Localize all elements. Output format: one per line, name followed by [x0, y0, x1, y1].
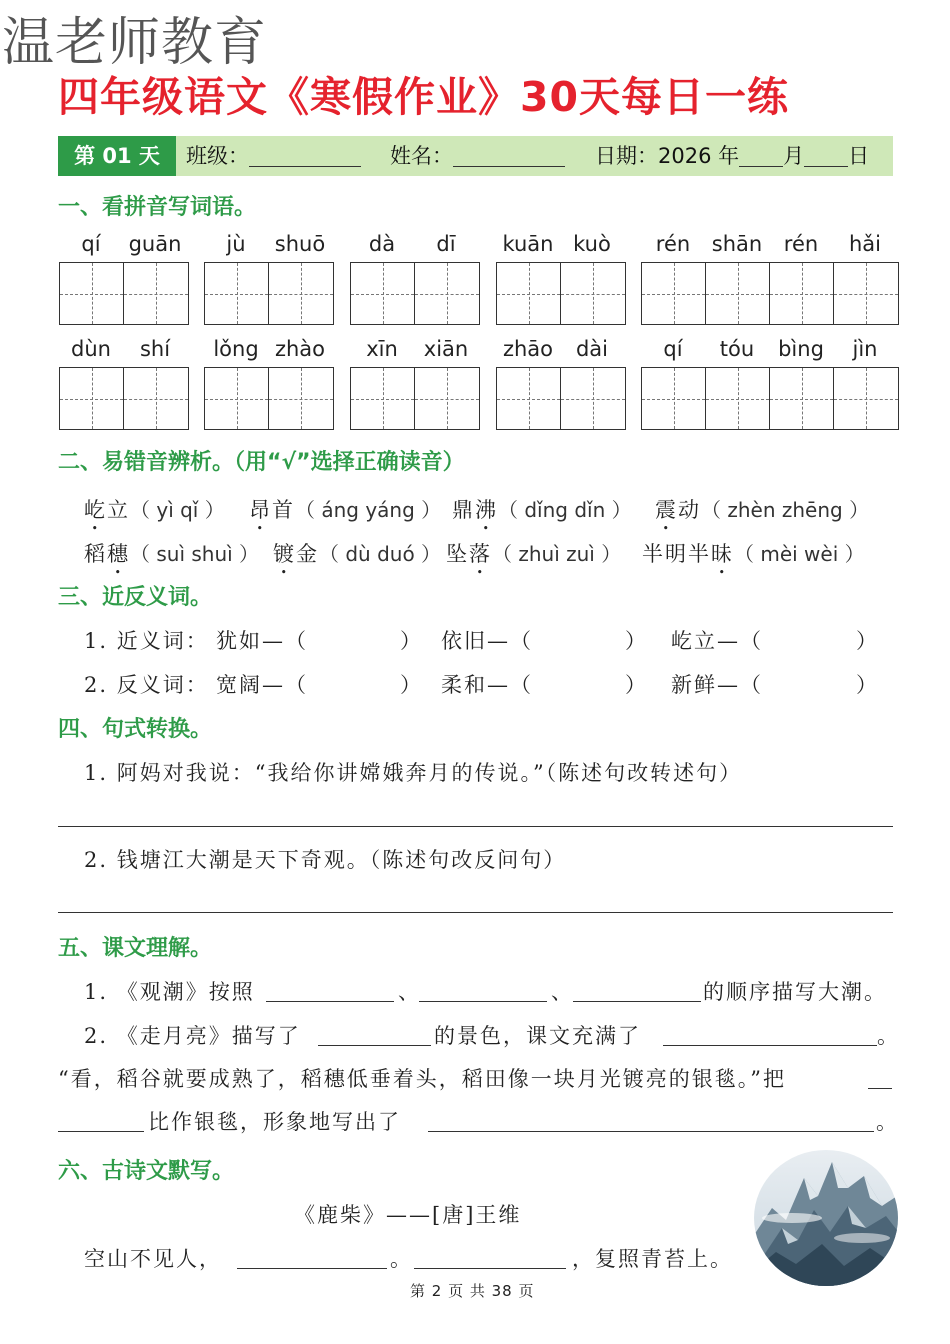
pinyin-label: qí	[81, 232, 101, 256]
grid-cell[interactable]	[415, 263, 479, 324]
antonym-item: 宽阔—（	[216, 673, 308, 697]
class-label: 班级：	[186, 144, 249, 168]
grid-cell[interactable]	[351, 263, 415, 324]
section-2-title: 二、易错音辨析。（用“√”选择正确读音）	[58, 450, 465, 475]
pron-item: 昂首（ áng yáng ）	[249, 498, 442, 522]
pinyin-label: kuān	[502, 232, 554, 256]
day-label: 日	[848, 144, 870, 168]
grid-cell[interactable]	[561, 263, 625, 324]
q3-text: “看，稻谷就要成熟了，稻穗低垂着头，稻田像一块月光镀亮的银毯。”把	[58, 1067, 786, 1091]
answer-blank[interactable]	[58, 1131, 144, 1132]
month-blank[interactable]	[739, 140, 783, 167]
grid-cell[interactable]	[497, 263, 561, 324]
grid-cell[interactable]	[642, 263, 706, 324]
grid-cell[interactable]	[642, 368, 706, 429]
writing-grid[interactable]	[59, 262, 189, 325]
paren-close: ）	[856, 629, 879, 653]
synonym-item: 犹如—（	[216, 629, 308, 653]
pinyin-label: dà	[368, 232, 396, 256]
pinyin-label: xiān	[423, 337, 469, 361]
grid-cell[interactable]	[351, 368, 415, 429]
date-label: 日期：2026 年	[595, 144, 740, 168]
pron-item: 镀金（ dù duó ）	[273, 542, 442, 566]
pron-item: 坠落（ zhuì zuì ）	[446, 542, 622, 566]
pinyin-group	[641, 337, 897, 361]
grid-cell[interactable]	[60, 368, 124, 429]
q3-mid: 比作银毯，形象地写出了	[148, 1110, 401, 1134]
answer-blank[interactable]	[573, 1001, 701, 1002]
answer-blank[interactable]	[428, 1131, 874, 1132]
writing-grid[interactable]	[204, 262, 334, 325]
answer-line[interactable]	[58, 826, 893, 827]
pinyin-label: zhào	[274, 337, 326, 361]
grid-cell[interactable]	[834, 368, 898, 429]
pinyin-group	[350, 337, 478, 361]
date-field	[595, 136, 869, 176]
poem-title: 《鹿柴》——[唐]王维	[294, 1203, 522, 1227]
section-4-title: 四、句式转换。	[58, 717, 213, 742]
q3-tail: 。	[876, 1110, 899, 1134]
grid-cell[interactable]	[205, 368, 269, 429]
pinyin-group	[641, 232, 897, 256]
pinyin-label: rén	[783, 232, 819, 256]
answer-blank[interactable]	[266, 1001, 394, 1002]
grid-cell[interactable]	[770, 368, 834, 429]
writing-grid[interactable]	[496, 367, 626, 430]
grid-cell[interactable]	[269, 263, 333, 324]
pinyin-label: guān	[128, 232, 182, 256]
answer-blank[interactable]	[237, 1268, 387, 1269]
section-6-title: 六、古诗文默写。	[58, 1159, 235, 1184]
grid-cell[interactable]	[269, 368, 333, 429]
name-field	[390, 136, 565, 176]
question-1: 1. 阿妈对我说：“我给你讲嫦娥奔月的传说。”（陈述句改转述句）	[84, 761, 743, 785]
q1-sep: 、	[551, 980, 574, 1004]
writing-grid[interactable]	[350, 367, 480, 430]
class-field	[186, 136, 361, 176]
grid-cell[interactable]	[60, 263, 124, 324]
question-2: 2. 钱塘江大潮是天下奇观。（陈述句改反问句）	[84, 848, 567, 872]
pinyin-label: xīn	[366, 337, 398, 361]
pron-item: 稻穗（ suì shuì ）	[84, 542, 260, 566]
pinyin-label: jù	[226, 232, 246, 256]
day-blank[interactable]	[804, 140, 848, 167]
answer-blank[interactable]	[414, 1268, 566, 1269]
q1-tail: 的顺序描写大潮。	[703, 980, 887, 1004]
answer-blank[interactable]	[419, 1001, 547, 1002]
pron-item: 屹立（ yì qǐ ）	[84, 498, 225, 522]
grid-cell[interactable]	[834, 263, 898, 324]
pinyin-label: shí	[139, 337, 171, 361]
pinyin-label: dùn	[71, 337, 111, 361]
pron-item: 半明半昧（ mèi wèi ）	[642, 542, 865, 566]
name-blank[interactable]	[453, 140, 565, 167]
pinyin-group	[496, 337, 624, 361]
pron-item: 震动（ zhèn zhēng ）	[655, 498, 870, 522]
pinyin-label: kuò	[573, 232, 611, 256]
name-label: 姓名：	[390, 144, 453, 168]
class-blank[interactable]	[249, 140, 361, 167]
synonym-item: 依旧—（	[441, 629, 533, 653]
q2-tail: 。	[877, 1024, 900, 1048]
grid-cell[interactable]	[561, 368, 625, 429]
pinyin-label: jìn	[852, 337, 878, 361]
writing-grid[interactable]	[204, 367, 334, 430]
paren-close: ）	[856, 673, 879, 697]
answer-blank[interactable]	[318, 1045, 431, 1046]
pinyin-label: dī	[436, 232, 456, 256]
grid-cell[interactable]	[415, 368, 479, 429]
poem-sep: 。	[390, 1247, 413, 1271]
paren-close: ）	[400, 629, 423, 653]
paren-close: ）	[625, 629, 648, 653]
writing-grid[interactable]	[350, 262, 480, 325]
pinyin-label: shān	[711, 232, 763, 256]
section-5-title: 五、课文理解。	[58, 936, 213, 961]
page-number: 第 2 页 共 38 页	[410, 1282, 535, 1300]
pinyin-label: rén	[655, 232, 691, 256]
antonym-label: 2. 反义词：	[84, 673, 209, 697]
synonym-item: 屹立—（	[671, 629, 763, 653]
q1-sep: 、	[398, 980, 421, 1004]
pinyin-group	[204, 337, 332, 361]
section-3-title: 三、近反义词。	[58, 585, 213, 610]
mountain-painting-icon	[752, 1148, 900, 1288]
answer-line[interactable]	[58, 912, 893, 913]
pinyin-label: hǎi	[848, 232, 881, 256]
antonym-item: 柔和—（	[441, 673, 533, 697]
landscape-illustration	[752, 1148, 900, 1288]
poem-line: 空山不见人，	[84, 1247, 222, 1271]
q2-text: 2. 《走月亮》描写了	[84, 1024, 301, 1048]
grid-cell[interactable]	[124, 263, 188, 324]
grid-cell[interactable]	[770, 263, 834, 324]
synonym-label: 1. 近义词：	[84, 629, 209, 653]
pinyin-group	[350, 232, 478, 256]
paren-close: ）	[400, 673, 423, 697]
grid-cell[interactable]	[497, 368, 561, 429]
grid-cell[interactable]	[706, 368, 770, 429]
writing-grid[interactable]	[641, 367, 899, 430]
pinyin-label: bìng	[778, 337, 824, 361]
poem-tail: ，复照青苔上。	[572, 1247, 733, 1271]
pinyin-label: zhāo	[502, 337, 554, 361]
paren-close: ）	[625, 673, 648, 697]
pinyin-group	[59, 337, 187, 361]
writing-grid[interactable]	[496, 262, 626, 325]
grid-cell[interactable]	[124, 368, 188, 429]
day-badge: 第 01 天	[58, 136, 176, 176]
pinyin-group	[204, 232, 332, 256]
pinyin-label: shuō	[274, 232, 326, 256]
pron-item: 鼎沸（ dǐng dǐn ）	[452, 498, 632, 522]
writing-grid[interactable]	[641, 262, 899, 325]
watermark: 温老师教育	[2, 13, 268, 73]
writing-grid[interactable]	[59, 367, 189, 430]
pinyin-label: lǒng	[213, 337, 259, 361]
month-label: 月	[783, 144, 805, 168]
section-1-title: 一、看拼音写词语。	[58, 195, 257, 220]
grid-cell[interactable]	[205, 263, 269, 324]
pinyin-group	[496, 232, 624, 256]
pinyin-label: dài	[575, 337, 609, 361]
grid-cell[interactable]	[706, 263, 770, 324]
antonym-item: 新鲜—（	[671, 673, 763, 697]
answer-blank[interactable]	[868, 1088, 892, 1089]
pinyin-label: qí	[663, 337, 683, 361]
q1-text: 1. 《观潮》按照	[84, 980, 255, 1004]
pinyin-group	[59, 232, 187, 256]
pinyin-label: tóu	[719, 337, 755, 361]
answer-blank[interactable]	[663, 1045, 877, 1046]
page-title: 四年级语文《寒假作业》30天每日一练	[58, 73, 790, 121]
q2-mid: 的景色，课文充满了	[434, 1024, 641, 1048]
